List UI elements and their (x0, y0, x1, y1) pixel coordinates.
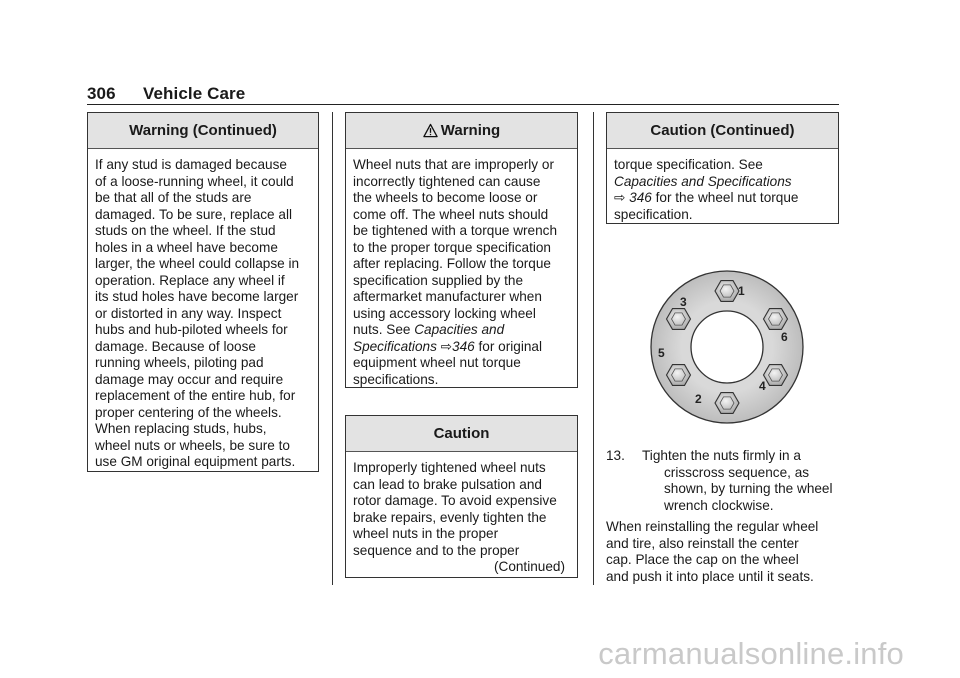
cross-reference-title[interactable]: Capacities and (414, 322, 505, 337)
caution-title: Caution (346, 416, 577, 452)
warning-body (346, 149, 577, 388)
page-header (87, 84, 245, 104)
text-line: hubs and hub-piloted wheels for (95, 322, 288, 337)
text-line: damage. Because of loose (95, 338, 256, 354)
watermark: carmanualsonline.info (598, 636, 904, 671)
lug-nut (667, 309, 691, 330)
warning-triangle-icon (423, 123, 438, 138)
text-line: be that all of the studs are (95, 190, 252, 205)
lug-nut (715, 393, 739, 414)
text-line: to the proper torque specification (353, 239, 551, 255)
text-line (353, 339, 570, 356)
text-line: of a loose-running wheel, it could (95, 173, 294, 189)
text-line: brake repairs, evenly tighten the (353, 509, 547, 525)
text-line: and tire, also reinstall the center (606, 535, 799, 551)
text-line: wheel nuts or wheels, be sure to (95, 437, 290, 453)
cross-reference-title[interactable]: Specifications (353, 338, 437, 354)
lug-nut (764, 309, 788, 330)
text-line: torque specification. See (614, 157, 763, 172)
text-line: When replacing studs, hubs, (95, 421, 267, 436)
caution-body (346, 452, 577, 576)
text-line: proper centering of the wheels. (95, 404, 282, 420)
text-line: When reinstalling the regular wheel (606, 519, 819, 534)
text-line: operation. Replace any wheel if (95, 272, 285, 288)
text-line: or distorted in any way. Inspect (95, 305, 282, 321)
text-line: after replacing. Follow the torque (353, 256, 551, 271)
text-line: can lead to brake pulsation and (353, 476, 542, 492)
header-rule (87, 104, 839, 105)
text-line: specification supplied by the (353, 272, 524, 288)
text-line: come off. The wheel nuts should (353, 206, 549, 222)
step-text (606, 448, 840, 514)
text-line: wheel nuts in the proper (353, 526, 499, 541)
warning-title: Warning (440, 122, 501, 139)
text-fragment: nuts. See (353, 322, 415, 337)
text-line: the wheels to become loose or (353, 190, 538, 205)
caution-box (345, 415, 578, 578)
warning-continued-body (88, 149, 318, 471)
caution-continued-title: Caution (Continued) (607, 113, 838, 149)
text-line: equipment wheel nut torque (353, 355, 521, 370)
text-line: replacement of the entire hub, for (95, 388, 296, 403)
wheel-nut-sequence-diagram (647, 266, 807, 428)
text-line: rotor damage. To avoid expensive (353, 493, 557, 508)
warning-continued-box (87, 112, 319, 472)
warning-box (345, 112, 578, 388)
text-line: studs on the wheel. If the stud (95, 223, 276, 238)
page-ref-arrow-icon: ⇨ (440, 338, 453, 354)
cross-reference-title[interactable]: Capacities and Specifications (614, 173, 792, 189)
sequence-label-6: 6 (781, 330, 788, 344)
text-line: damage may occur and require (95, 371, 284, 387)
column-divider-left (332, 112, 333, 585)
text-line: larger, the wheel could collapse in (95, 256, 300, 271)
caution-continued-box (606, 112, 839, 224)
text-line: shown, by turning the wheel (664, 481, 833, 496)
text-fragment: for original (474, 338, 542, 354)
sequence-label-3: 3 (680, 295, 687, 309)
cross-reference-page[interactable]: 346 (629, 190, 652, 205)
lug-nut (667, 365, 691, 386)
text-line: use GM original equipment parts. (95, 454, 296, 469)
sequence-label-4: 4 (759, 379, 766, 393)
text-line: its stud holes have become larger (95, 289, 299, 304)
step-13 (606, 448, 840, 514)
text-line: incorrectly tightened can cause (353, 173, 541, 189)
text-line: aftermarket manufacturer when (353, 289, 542, 304)
caution-continued-body (607, 149, 838, 223)
warning-title-bar (346, 113, 577, 149)
page-number: 306 (87, 84, 116, 103)
text-line (614, 190, 831, 207)
text-line (353, 322, 570, 339)
lug-nut (764, 365, 788, 386)
text-line: Tighten the nuts firmly in a (642, 448, 801, 463)
text-line: cap. Place the cap on the wheel (606, 552, 799, 567)
section-title: Vehicle Care (143, 84, 246, 103)
text-line: holes in a wheel have become (95, 239, 278, 255)
text-line (614, 174, 831, 191)
text-line: running wheels, piloting pad (95, 355, 264, 370)
wheel-hub-center-hole (691, 311, 763, 383)
text-line: Improperly tightened wheel nuts (353, 460, 546, 475)
text-line: crisscross sequence, as (664, 464, 810, 480)
lug-nut (715, 281, 739, 302)
text-line: damaged. To be sure, replace all (95, 206, 292, 222)
warning-continued-title: Warning (Continued) (88, 113, 318, 149)
continued-label: (Continued) (493, 559, 565, 574)
text-line: specifications. (353, 371, 439, 387)
text-line: sequence and to the proper (353, 542, 520, 558)
text-line: wrench clockwise. (664, 497, 774, 513)
page-ref-arrow-icon: ⇨ (614, 190, 626, 205)
reinstall-paragraph (606, 519, 846, 585)
text-line: Wheel nuts that are improperly or (353, 157, 554, 172)
text-line: using accessory locking wheel (353, 305, 536, 321)
sequence-label-2: 2 (695, 392, 702, 406)
sequence-label-5: 5 (658, 346, 665, 360)
cross-reference-page[interactable]: 346 (452, 338, 475, 354)
column-divider-right (593, 112, 594, 585)
text-line: be tightened with a torque wrench (353, 223, 558, 238)
text-line: If any stud is damaged because (95, 157, 287, 172)
text-line: and push it into place until it seats. (606, 568, 814, 584)
text-fragment: for the wheel nut torque (651, 190, 799, 205)
text-line: specification. (614, 206, 693, 222)
sequence-label-1: 1 (738, 284, 745, 298)
step-number: 13. (606, 448, 625, 463)
